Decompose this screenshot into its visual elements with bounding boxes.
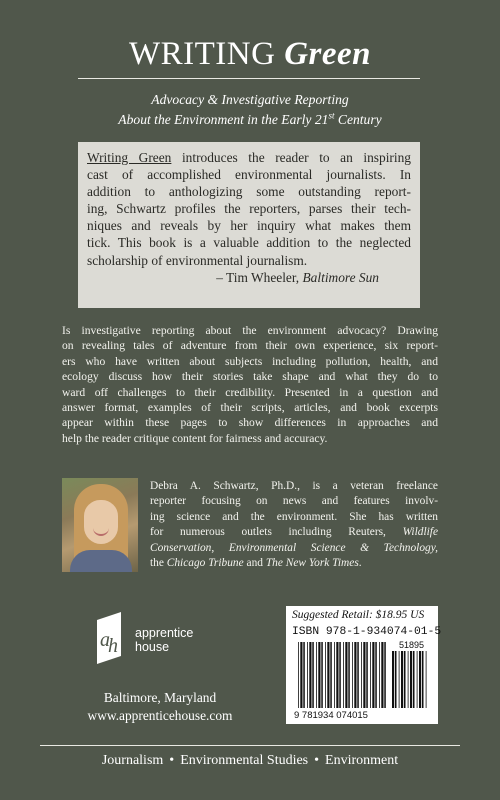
barcode-bar <box>426 651 427 708</box>
barcode-bar <box>343 642 344 708</box>
description-line: appear within these pages to show differences in approaches and <box>62 416 438 430</box>
barcode-bar <box>361 642 362 708</box>
description-line: on revealing tales of adventure from their own experience, six report- <box>62 339 438 353</box>
barcode-bar <box>370 642 371 708</box>
blurb-line: scholarship of environmental journalism. <box>87 252 308 268</box>
barcode-bar <box>316 642 317 708</box>
barcode-panel <box>286 606 442 724</box>
barcode-bar <box>417 651 418 708</box>
separator: • <box>314 753 320 768</box>
barcode-bar <box>327 642 329 708</box>
barcode-bar <box>312 642 314 708</box>
blurb-line: ing, Schwartz profiles the reporters, parses their tech- <box>87 201 411 217</box>
barcode-bar <box>381 642 383 708</box>
author-photo <box>62 478 138 572</box>
barcode-bar <box>410 651 412 708</box>
barcode-bar <box>348 642 350 708</box>
book-description <box>62 323 438 446</box>
barcode-bar <box>419 651 421 708</box>
barcode-bar <box>379 642 380 708</box>
review-blurb <box>78 142 420 308</box>
barcode-bar <box>318 642 320 708</box>
subject-journalism: Journalism <box>101 753 164 768</box>
barcode-bar <box>422 651 424 708</box>
publisher-logo-text: apprentice house <box>135 626 194 654</box>
publisher-logo <box>95 612 225 678</box>
suggested-retail-price: Suggested Retail: $18.95 US <box>292 609 425 621</box>
barcode-bars-main <box>298 642 386 708</box>
description-line: answer format, examples of their scripts, articles, and book excerpts <box>62 401 438 415</box>
barcode-bar <box>298 642 299 708</box>
barcode-bar <box>399 651 400 708</box>
description-line: Is investigative reporting about the environment advocacy? Drawing <box>62 324 438 337</box>
title-main: WRITING <box>128 36 276 72</box>
bio-line: Conservation, Environmental Science & Technology, <box>150 541 438 554</box>
blurb-line: niques and reveals by her inquiry what makes them <box>87 218 411 234</box>
subtitle-line-2: About the Environment in the Early 21st Century <box>118 110 382 127</box>
barcode-bar <box>309 642 311 708</box>
book-subtitle <box>0 90 500 130</box>
author-bio <box>150 479 438 571</box>
bio-line: the Chicago Tribune and The New York Times. <box>150 557 362 570</box>
barcode-bar <box>384 642 386 708</box>
barcode-bar <box>413 651 415 708</box>
title-divider <box>78 78 420 79</box>
blurb-line: tick. This book is a valuable addition to the neglected <box>87 235 411 251</box>
blurb-line: cast of accomplished environmental journalists. In <box>87 167 411 183</box>
barcode-bar <box>352 642 353 708</box>
description-line: help the reader critique content for fairness and accuracy. <box>62 431 328 445</box>
publisher-url: www.apprenticehouse.com <box>87 708 233 723</box>
barcode-bar <box>300 642 302 708</box>
subject-categories <box>0 753 500 769</box>
publisher-city: Baltimore, Maryland <box>103 690 217 705</box>
blurb-line: Writing Green introduces the reader to an inspiring <box>87 150 411 165</box>
barcode-bar <box>363 642 365 708</box>
svg-text:h: h <box>108 635 118 657</box>
barcode-bar <box>354 642 356 708</box>
bio-line: Debra A. Schwartz, Ph.D., is a veteran freelance <box>150 480 438 492</box>
barcode-bar <box>334 642 335 708</box>
bio-line: reporter focusing on news and features involv- <box>150 495 438 508</box>
barcode-bar <box>336 642 338 708</box>
bio-line: ing science and the environment. She has written <box>150 510 438 523</box>
description-line: ers who have written about subjects including pollution, health, and <box>62 354 438 368</box>
subject-environment: Environment <box>325 753 399 768</box>
barcode-bar <box>357 642 359 708</box>
barcode-bar <box>408 651 409 708</box>
subtitle-line-1: Advocacy & Investigative Reporting <box>151 92 349 107</box>
title-sub: Green <box>284 36 372 72</box>
barcode <box>292 640 434 720</box>
book-title <box>0 34 500 74</box>
barcode-bar <box>325 642 326 708</box>
barcode-bar <box>339 642 341 708</box>
barcode-bar <box>375 642 377 708</box>
barcode-bar <box>303 642 305 708</box>
barcode-bar <box>392 651 394 708</box>
barcode-addon-number: 51895 <box>398 640 424 650</box>
barcode-bars-addon <box>392 651 427 708</box>
barcode-bar <box>321 642 323 708</box>
barcode-bar <box>330 642 332 708</box>
isbn-number: ISBN 978-1-934074-01-5 <box>292 626 442 638</box>
description-line: ecology discuss how their stories take shape and what they do to <box>62 370 438 384</box>
barcode-number: 9 781934 074015 <box>294 710 368 720</box>
barcode-bar <box>307 642 308 708</box>
barcode-bar <box>366 642 368 708</box>
separator: • <box>169 753 175 768</box>
apprentice-house-logo-icon <box>95 612 125 664</box>
blurb-line: addition to anthologizing some outstanding report- <box>87 184 411 200</box>
barcode-bar <box>345 642 347 708</box>
bio-line: for numerous outlets including Reuters, Wildlife <box>150 526 438 539</box>
svg-text:a: a <box>100 629 110 651</box>
footer-divider <box>40 745 460 746</box>
barcode-bar <box>395 651 397 708</box>
barcode-bar <box>404 651 406 708</box>
subject-environmental-studies: Environmental Studies <box>180 753 309 768</box>
description-line: ward off challenges to their credibility. Presented in a question and <box>62 385 438 399</box>
barcode-bar <box>401 651 403 708</box>
blurb-attribution: – Tim Wheeler, Baltimore Sun <box>216 269 379 285</box>
barcode-bar <box>372 642 374 708</box>
